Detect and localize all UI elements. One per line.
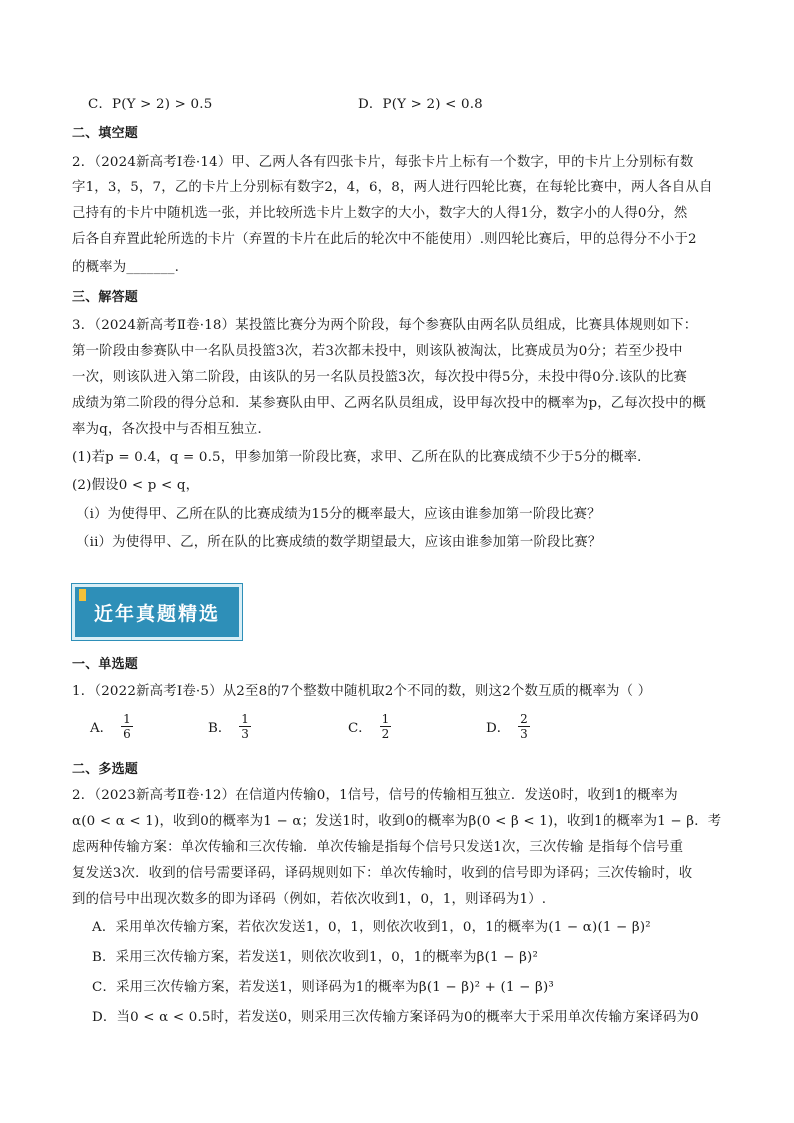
fraction-numerator: 1 [381,711,390,726]
answer-part-1: (1)若p = 0.4，q = 0.5，甲参加第一阶段比赛，求甲、乙所在队的比赛成绩不少于5分的概率． [72,450,651,465]
fraction-numerator: 2 [520,711,528,726]
fill-question-line-3: 己持有的卡片中随机选一张，并比较所选卡片上数字的大小，数字大的人得1分，数字小的人得0分，然 [72,206,688,221]
answer-part-2-ii: （ii）为使得甲、乙，所在队的比赛成绩的数学期望最大，应该由谁参加第一阶段比赛？ [76,535,602,550]
single-option-c [348,706,391,746]
fraction-denominator: 3 [241,726,249,741]
fraction-denominator: 6 [123,726,131,741]
fill-question-line-1: 2．（2024新高考Ⅰ卷·14）甲、乙两人各有四张卡片，每张卡片上标有一个数字，甲的卡片上分别标有数 [72,155,694,170]
fraction [239,712,251,741]
option-c-prev: C．P(Y > 2) > 0.5 [88,97,213,112]
answer-part-2: (2)假设0 < p < q， [72,478,200,493]
multi-question-line-3: 虑两种传输方案：单次传输和三次传输．单次传输是指每个信号只发送1次，三次传输 是指每个信号重 [72,840,684,855]
fraction [121,712,133,741]
option-label: B． [208,720,232,736]
multi-option-d: D．当0 < α < 0.5时，若发送0，则采用三次传输方案译码为0的概率大于采用单次传输方案译码为0 [92,1010,699,1025]
banner-title: 近年真题精选 [93,602,220,625]
option-label: D． [486,720,511,736]
single-options [90,706,710,746]
single-option-d [486,706,530,746]
answer-question-line-5: 率为q，各次投中与否相互独立． [72,422,272,437]
fraction-numerator: 1 [241,711,249,726]
multi-question-line-5: 到的信号中出现次数多的即为译码（例如，若依次收到1，0，1，则译码为1）. [72,892,547,907]
answer-question-line-4: 成绩为第二阶段的得分总和．某参赛队由甲、乙两名队员组成，设甲每次投中的概率为p，乙每次投中的概 [72,396,706,411]
fill-question-line-4: 后各自弃置此轮所选的卡片（弃置的卡片在此后的轮次中不能使用）.则四轮比赛后，甲的总得分不小于2 [72,232,697,247]
section-heading-answer: 三、解答题 [72,290,139,305]
option-d-prev: D．P(Y > 2) < 0.8 [358,97,483,112]
single-question-line: 1．（2022新高考Ⅰ卷·5）从2至8的7个整数中随机取2个不同的数，则这2个数互质的概率为（ ） [72,684,652,699]
multi-question-line-1: 2．（2023新高考Ⅱ卷·12）在信道内传输0，1信号，信号的传输相互独立．发送0时，收到1的概率为 [72,788,678,803]
fraction-denominator: 3 [520,726,528,741]
single-option-a [90,706,133,746]
answer-question-line-1: 3．（2024新高考Ⅱ卷·18）某投篮比赛分为两个阶段，每个参赛队由两名队员组成，比赛具体规则如下： [72,318,698,333]
fraction [518,712,530,741]
single-option-b [208,706,251,746]
answer-question-line-3: 一次，则该队进入第二阶段，由该队的另一名队员投篮3次，每次投中得5分，未投中得0分.该队的比赛 [72,370,688,385]
option-label: A． [90,720,114,736]
multi-option-c: C．采用三次传输方案，若发送1，则译码为1的概率为β(1 − β)² + (1 − β)³ [92,980,554,995]
option-label: C． [348,720,372,736]
section-heading-single: 一、单选题 [72,657,139,672]
fill-question-line-5: 的概率为_______. [72,260,180,275]
fill-question-line-2: 字1，3，5，7，乙的卡片上分别标有数字2，4，6，8，两人进行四轮比赛，在每轮比赛中，两人各自从自 [72,180,713,195]
section-heading-multi: 二、多选题 [72,762,139,777]
fraction-denominator: 2 [381,726,390,741]
section-banner [72,584,242,640]
answer-part-2-i: （i）为使得甲、乙所在队的比赛成绩为15分的概率最大，应该由谁参加第一阶段比赛？ [76,507,601,522]
fraction [380,712,392,741]
answer-question-line-2: 第一阶段由参赛队中一名队员投篮3次，若3次都未投中，则该队被淘汰，比赛成员为0分；若至少投中 [72,344,683,359]
multi-question-line-2: α(0 < α < 1)，收到0的概率为1 − α；发送1时，收到0的概率为β(0 < β < 1)，收到1的概率为1 − β．考 [72,814,722,829]
fraction-numerator: 1 [123,711,131,726]
multi-question-line-4: 复发送3次．收到的信号需要译码，译码规则如下：单次传输时，收到的信号即为译码；三次传输时，收 [72,866,693,881]
multi-option-b: B．采用三次传输方案，若发送1，则依次收到1，0，1的概率为β(1 − β)² [92,950,539,965]
multi-option-a: A．采用单次传输方案，若依次发送1，0，1，则依次收到1，0，1的概率为(1 − α)(1 − β)² [92,920,651,935]
section-heading-fill: 二、填空题 [72,126,139,141]
